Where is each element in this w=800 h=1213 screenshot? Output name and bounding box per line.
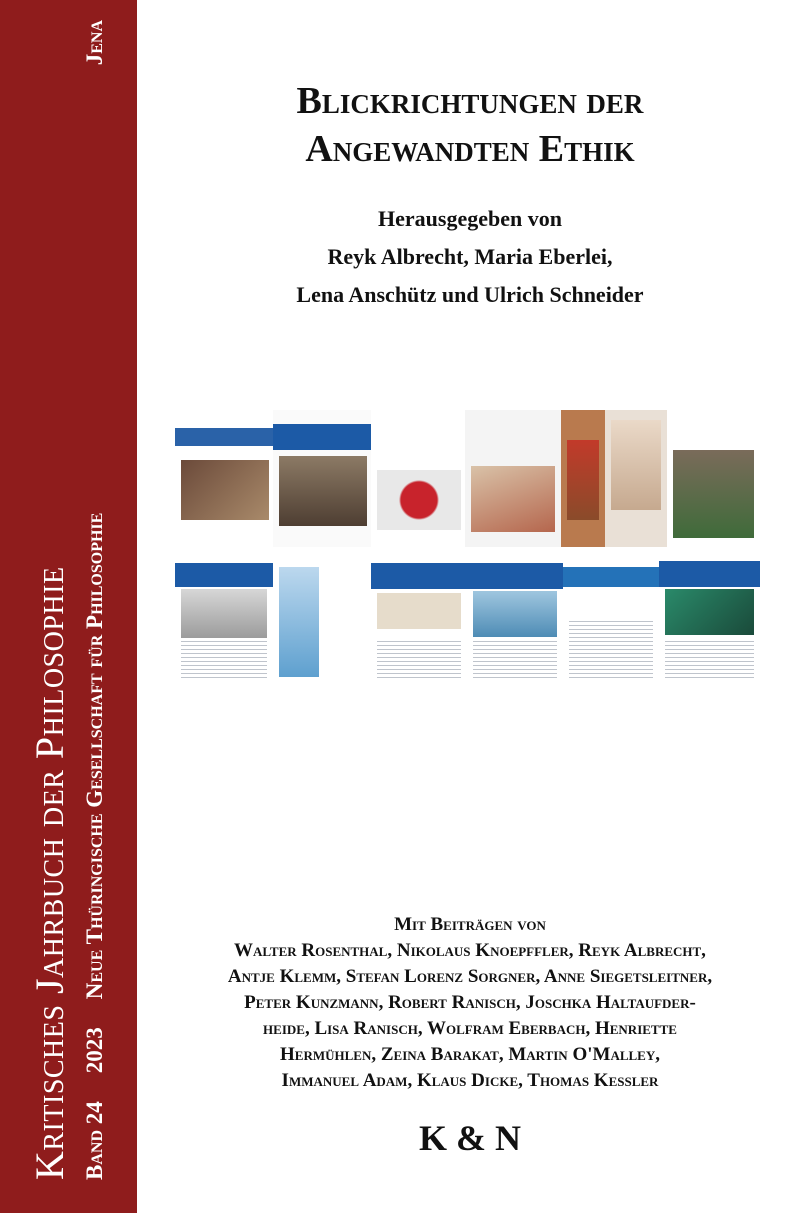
contributors-line: Walter Rosenthal, Nikolaus Knoepffler, Reyk Albrecht, [234,940,706,961]
poster [371,547,467,684]
poster [371,410,467,547]
poster [667,410,760,547]
poster-collage-image [175,410,760,684]
contributors-line: Peter Kunzmann, Robert Ranisch, Joschka Haltaufder- [244,992,696,1013]
contributors-block [140,912,800,1094]
society-name: Neue Thüringische Gesellschaft für Philosophie [82,512,107,1000]
editors-intro: Herausgegeben von [378,206,562,231]
poster [605,410,667,547]
poster [659,547,760,684]
editors-block [140,200,800,314]
publisher-logo: K & N [419,1118,521,1158]
spine-subtitle [80,20,110,1180]
contributors-line: Antje Klemm, Stefan Lorenz Sorgner, Anne Siegetsleitner, [227,966,713,987]
editors-line2: Lena Anschütz und Ulrich Schneider [296,282,644,307]
spine-band [0,0,137,1213]
poster [563,547,659,684]
poster [175,547,273,684]
place-name: Jena [82,20,107,66]
poster [175,410,275,547]
poster [561,410,605,547]
contributors-line: Hermühlen, Zeina Barakat, Martin O'Malley, [280,1044,660,1065]
poster [273,410,373,547]
contributors-line: Immanuel Adam, Klaus Dicke, Thomas Kessler [281,1070,659,1091]
poster [273,547,371,684]
volume-number: Band 24 [82,1101,107,1180]
book-title-line1: Blickrichtungen der [296,80,644,122]
poster [467,547,563,684]
contributors-line: heide, Lisa Ranisch, Wolfram Eberbach, Henriette [263,1018,677,1039]
book-title-line2: Angewandten Ethik [305,128,635,170]
contributors-heading: Mit Beiträgen von [394,914,546,935]
poster [465,410,561,547]
spine-text-block [27,20,110,1180]
publication-year: 2023 [82,1027,107,1074]
editors-line1: Reyk Albrecht, Maria Eberlei, [327,244,613,269]
series-title: Kritisches Jahrbuch der Philosophie [27,566,72,1180]
